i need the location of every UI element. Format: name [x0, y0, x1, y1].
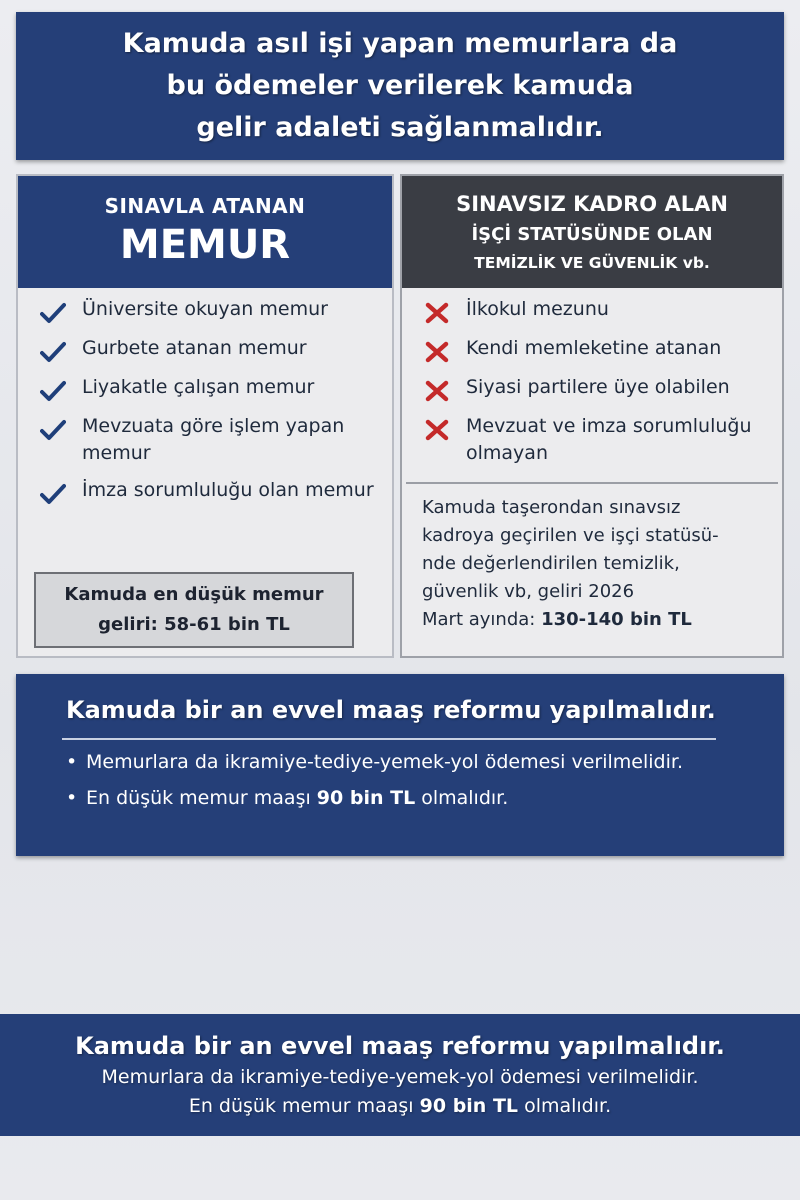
bottom-banner [0, 1014, 800, 1136]
list-item-label: Üniversite okuyan memur [82, 298, 328, 320]
bullet: • [66, 751, 78, 773]
list-item [40, 413, 380, 467]
bottom-line-2 [189, 1092, 611, 1121]
checkmark-icon [40, 380, 66, 402]
checkmark-icon [40, 483, 66, 505]
list-item-label: İlkokul mezunu [466, 298, 609, 320]
list-item [40, 296, 380, 323]
memur-header [18, 176, 392, 288]
isci-text-line-3: nde değerlendirilen temizlik, [422, 553, 680, 574]
list-item-label: Liyakatle çalışan memur [82, 376, 315, 398]
list-item [424, 296, 774, 323]
memur-column [16, 174, 394, 658]
banner-line-2: bu ödemeler verilerek kamuda [166, 70, 634, 101]
list-item-label: Gurbete atanan memur [82, 337, 307, 359]
reform-title: Kamuda bir an evvel maaş reformu yapılmalıdır. [66, 696, 716, 724]
memur-header-small: SINAVLA ATANAN [104, 194, 306, 218]
reform-item-text: Memurlara da ikramiye-tediye-yemek-yol ödemesi verilmelidir. [86, 751, 683, 773]
reform-item [64, 748, 724, 776]
isci-text-line-1: Kamuda taşerondan sınavsız [422, 497, 681, 518]
bottom-line-2-prefix: En düşük memur maaşı [188, 1095, 420, 1117]
divider [406, 482, 778, 484]
list-item-label: Siyasi partilere üye olabilen [466, 376, 730, 398]
isci-header-line-2: İŞÇİ STATÜSÜNDE OLAN [471, 224, 713, 245]
checkmark-icon [40, 341, 66, 363]
cross-icon [424, 380, 450, 402]
isci-header-line-1: SINAVSIZ KADRO ALAN [456, 192, 728, 216]
checkmark-icon [40, 302, 66, 324]
memur-header-big: MEMUR [119, 222, 291, 268]
cross-icon [424, 302, 450, 324]
min-income-line-2: geliri: 58-61 bin TL [98, 614, 290, 635]
list-item [424, 335, 774, 362]
isci-text-line-5 [422, 606, 772, 634]
reform-box [16, 674, 784, 856]
reform-item-prefix: En düşük memur maaşı [86, 787, 317, 809]
list-item-label: Mevzuat ve imza sorumluluğu olmayan [466, 415, 752, 464]
list-item [40, 477, 380, 504]
banner-line-1: Kamuda asıl işi yapan memurlara da [122, 28, 678, 59]
reform-item-value: 90 bin TL [316, 787, 416, 809]
isci-text-line-2: kadroya geçirilen ve işçi statüsü- [422, 525, 719, 546]
list-item-label: Mevzuata göre işlem yapan memur [82, 415, 345, 464]
memur-list [40, 296, 380, 504]
isci-header [402, 176, 782, 288]
reform-divider [62, 738, 716, 740]
top-banner [16, 12, 784, 160]
cross-icon [424, 419, 450, 441]
isci-income-text [422, 494, 772, 634]
checkmark-icon [40, 419, 66, 441]
bullet: • [66, 787, 78, 809]
isci-text-line-4: güvenlik vb, geliri 2026 [422, 581, 635, 602]
list-item [40, 374, 380, 401]
list-item [424, 413, 774, 467]
reform-list [64, 748, 724, 820]
isci-column [400, 174, 784, 658]
min-income-box [34, 572, 354, 648]
min-income-line-1: Kamuda en düşük memur [64, 584, 324, 605]
isci-list [424, 296, 774, 467]
reform-item-suffix: olmalıdır. [415, 787, 509, 809]
list-item-label: Kendi memleketine atanan [466, 337, 722, 359]
isci-income-value: 130-140 bin TL [541, 609, 692, 630]
bottom-line-2-value: 90 bin TL [419, 1095, 519, 1117]
bottom-title: Kamuda bir an evvel maaş reformu yapılmalıdır. [75, 1032, 725, 1060]
bottom-line-1: Memurlara da ikramiye-tediye-yemek-yol ödemesi verilmelidir. [101, 1066, 699, 1088]
list-item-label: İmza sorumluluğu olan memur [82, 479, 374, 501]
list-item [424, 374, 774, 401]
reform-item [64, 784, 724, 812]
cross-icon [424, 341, 450, 363]
isci-text-prefix: Mart ayında: [422, 609, 542, 630]
isci-header-line-3: TEMİZLİK VE GÜVENLİK vb. [474, 254, 710, 272]
bottom-line-2-suffix: olmalıdır. [518, 1095, 612, 1117]
banner-line-3: gelir adaleti sağlanmalıdır. [196, 112, 604, 143]
list-item [40, 335, 380, 362]
